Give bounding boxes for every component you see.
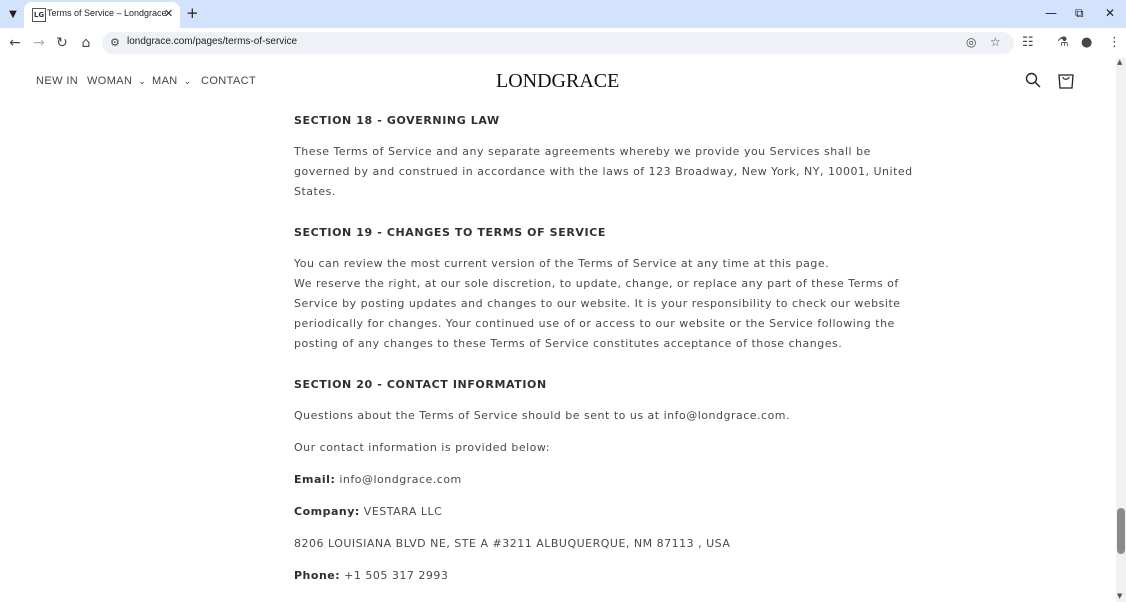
search-icon[interactable] (1025, 72, 1041, 92)
page-scrollbar[interactable] (1116, 58, 1126, 602)
scroll-down-icon[interactable]: ▼ (1117, 592, 1123, 600)
phone-link[interactable]: +1 505 317 2993 (344, 569, 449, 582)
profile-avatar-icon[interactable]: ● (1081, 35, 1093, 50)
contact-phone: Phone: +1 505 317 2993 (294, 569, 449, 582)
cart-icon[interactable] (1058, 71, 1074, 93)
reload-icon[interactable]: ↻ (56, 35, 68, 51)
address-bar[interactable] (102, 32, 1014, 54)
scrollbar-thumb[interactable] (1117, 508, 1125, 554)
close-window-icon[interactable]: ✕ (1105, 6, 1116, 20)
close-tab-icon[interactable]: ✕ (164, 7, 174, 20)
browser-tab[interactable] (24, 2, 180, 28)
email-link[interactable]: info@londgrace.com (339, 473, 462, 486)
nav-new-in[interactable]: NEW IN (36, 75, 79, 87)
site-info-icon[interactable]: ⚙ (110, 36, 120, 49)
contact-provided: Our contact information is provided below: (294, 441, 551, 454)
contact-intro: Questions about the Terms of Service should be sent to us at info@londgrace.com. (294, 409, 791, 422)
tab-title: Terms of Service – Londgrace (47, 8, 167, 18)
restore-icon[interactable]: ⧉ (1075, 6, 1084, 20)
site-logo[interactable]: LONDGRACE (496, 70, 620, 92)
contact-address: 8206 LOUISIANA BLVD NE, STE A #3211 ALBUQUERQUE, NM 87113 , USA (294, 537, 731, 550)
section-19-title: SECTION 19 - CHANGES TO TERMS OF SERVICE (294, 226, 606, 239)
minimize-icon[interactable]: — (1045, 6, 1057, 20)
nav-woman[interactable]: WOMAN ⌄ (87, 75, 147, 87)
extensions-icon[interactable]: ☷ (1022, 35, 1034, 50)
back-icon[interactable]: ← (9, 35, 21, 51)
forward-icon[interactable]: → (33, 35, 45, 51)
nav-contact[interactable]: CONTACT (201, 75, 257, 87)
menu-kebab-icon[interactable]: ⋮ (1108, 35, 1121, 50)
contact-company: Company: VESTARA LLC (294, 505, 443, 518)
chevron-down-icon: ⌄ (138, 76, 147, 86)
scroll-up-icon[interactable]: ▲ (1117, 58, 1123, 66)
chevron-down-icon: ⌄ (183, 76, 192, 86)
favicon-icon: LG (32, 8, 46, 22)
section-19-body: You can review the most current version of the Terms of Service at any time at this page. We reserve the right, at our sole discretion, to update, change, or replace any part of these Terms of Service by posting updates and changes to our website. It is your responsibility to check our website periodically for changes. Your continued use of or access to our website or the Service following the posting of any changes to these Terms of Service constitutes acceptance of those changes. (294, 257, 901, 350)
new-tab-icon[interactable]: + (186, 4, 199, 22)
url-text[interactable]: londgrace.com/pages/terms-of-service (127, 36, 298, 47)
tab-search-icon[interactable]: ▼ (9, 8, 17, 20)
home-icon[interactable]: ⌂ (81, 35, 91, 51)
labs-icon[interactable]: ⚗ (1057, 35, 1069, 50)
tracking-protection-icon[interactable]: ◎ (966, 35, 977, 49)
contact-email: Email: info@londgrace.com (294, 473, 462, 486)
browser-toolbar (0, 28, 1126, 59)
section-18-body: These Terms of Service and any separate agreements whereby we provide you Services shall be governed by and construed in accordance with the laws of 123 Broadway, New York, NY, 10001, United States. (294, 145, 913, 198)
section-18-title: SECTION 18 - GOVERNING LAW (294, 114, 500, 127)
nav-man[interactable]: MAN ⌄ (152, 75, 192, 87)
browser-tab-bar (0, 0, 1126, 28)
section-20-title: SECTION 20 - CONTACT INFORMATION (294, 378, 547, 391)
site-header (0, 58, 1116, 106)
bookmark-star-icon[interactable]: ☆ (990, 35, 1001, 49)
